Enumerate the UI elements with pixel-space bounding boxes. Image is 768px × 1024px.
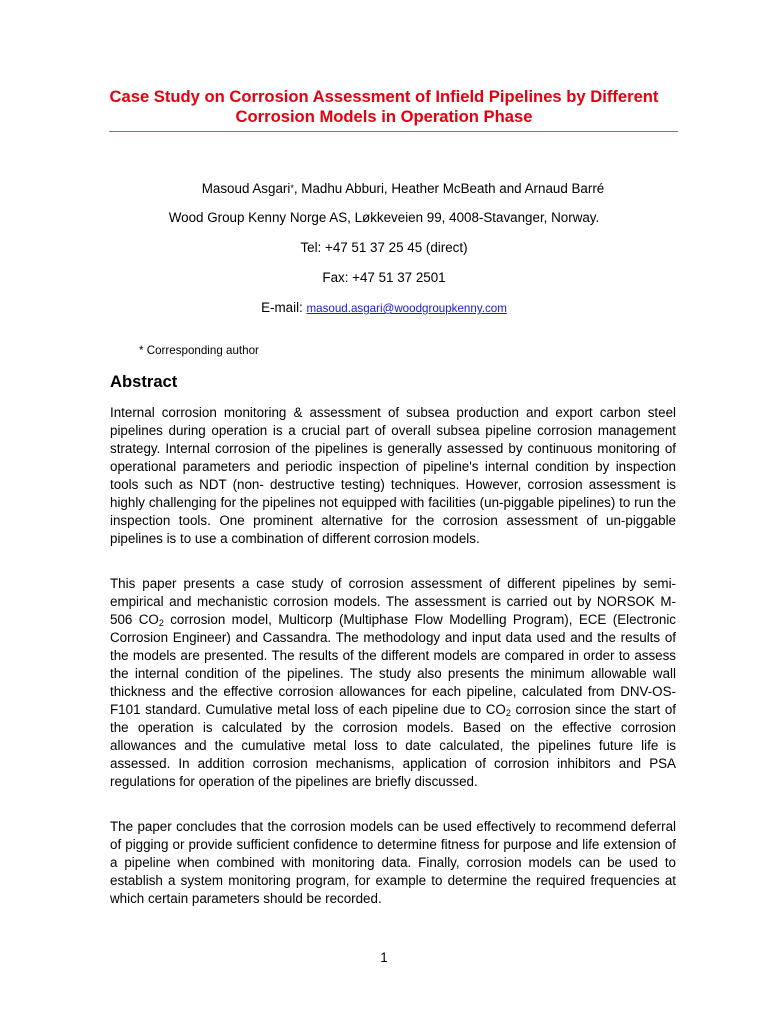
paragraph-2-text-b: corrosion model, Multicorp (Multiphase Flow Modelling Program), ECE (Electronic Corrosion Engineer) and Cassandra. The methodology and input data used and the results of the models are presented. The results of the different models are compared in order to assess the internal condition of the pipelines. The study also presents the minimum allowable wall thickness and the effective corrosion allowances for each pipeline, calculated from DNV-OS-F101 standard. Cumulative metal loss of each pipeline due to CO <box>110 612 676 717</box>
co2-subscript: 2 <box>158 618 164 628</box>
page-number: 1 <box>380 950 388 965</box>
email-link[interactable]: masoud.asgari@woodgroupkenny.com <box>306 302 507 315</box>
email-line <box>90 300 678 317</box>
corresponding-marker: * <box>290 183 294 193</box>
paper-title: Case Study on Corrosion Assessment of Infield Pipelines by Different Corrosion Models in Operation Phase <box>109 87 659 126</box>
abstract-paragraph-3: The paper concludes that the corrosion models can be used effectively to recommend deferral of pigging or provide sufficient confidence to determine fitness for purpose and life extension of a pipeline when combined with monitoring data. Finally, corrosion models can be used to establish a system monitoring program, for example to determine the required frequencies at which certain parameters should be recorded. <box>110 819 676 906</box>
author-list <box>90 180 678 197</box>
abstract-paragraph-1: Internal corrosion monitoring & assessment of subsea production and export carbon steel pipelines during operation is a crucial part of overall subsea pipeline corrosion management strategy. Internal corrosion of the pipelines is generally assessed by continuous monitoring of operational parameters and periodic inspection of pipeline's internal condition by inspection tools such as NDT (non- destructive testing) techniques. However, corrosion assessment is highly challenging for the pipelines not equipped with facilities (un-piggable pipelines) to run the inspection tools. One prominent alternative for the corrosion assessment of un-piggable pipelines is to use a combination of different corrosion models. <box>110 405 676 546</box>
first-author: Masoud Asgari <box>201 181 291 196</box>
email-label: E-mail: <box>261 300 307 315</box>
corresponding-author-note: * Corresponding author <box>139 344 259 357</box>
affiliation: Wood Group Kenny Norge AS, Løkkeveien 99, 4008-Stavanger, Norway. <box>168 210 600 225</box>
coauthors: , Madhu Abburi, Heather McBeath and Arnaud Barré <box>293 181 605 196</box>
telephone: Tel: +47 51 37 25 45 (direct) <box>300 240 468 255</box>
co2-subscript: 2 <box>505 708 511 718</box>
paragraph-2-text-c: corrosion since the start of the operation is calculated by the corrosion models. Based on the effective corrosion allowances and the cumulative metal loss to date calculated, the pipelines future life is assessed. In addition corrosion mechanisms, application of corrosion inhibitors and PSA regulations for operation of the pipelines are briefly discussed. <box>110 702 676 789</box>
paragraph-2-text-a: This paper presents a case study of corrosion assessment of different pipelines by semi-empirical and mechanistic corrosion models. The assessment is carried out by NORSOK M-506 CO <box>110 576 676 627</box>
abstract-heading: Abstract <box>110 372 178 391</box>
fax: Fax: +47 51 37 2501 <box>322 270 446 285</box>
abstract-paragraph-2 <box>110 575 676 791</box>
title-divider <box>109 131 678 132</box>
